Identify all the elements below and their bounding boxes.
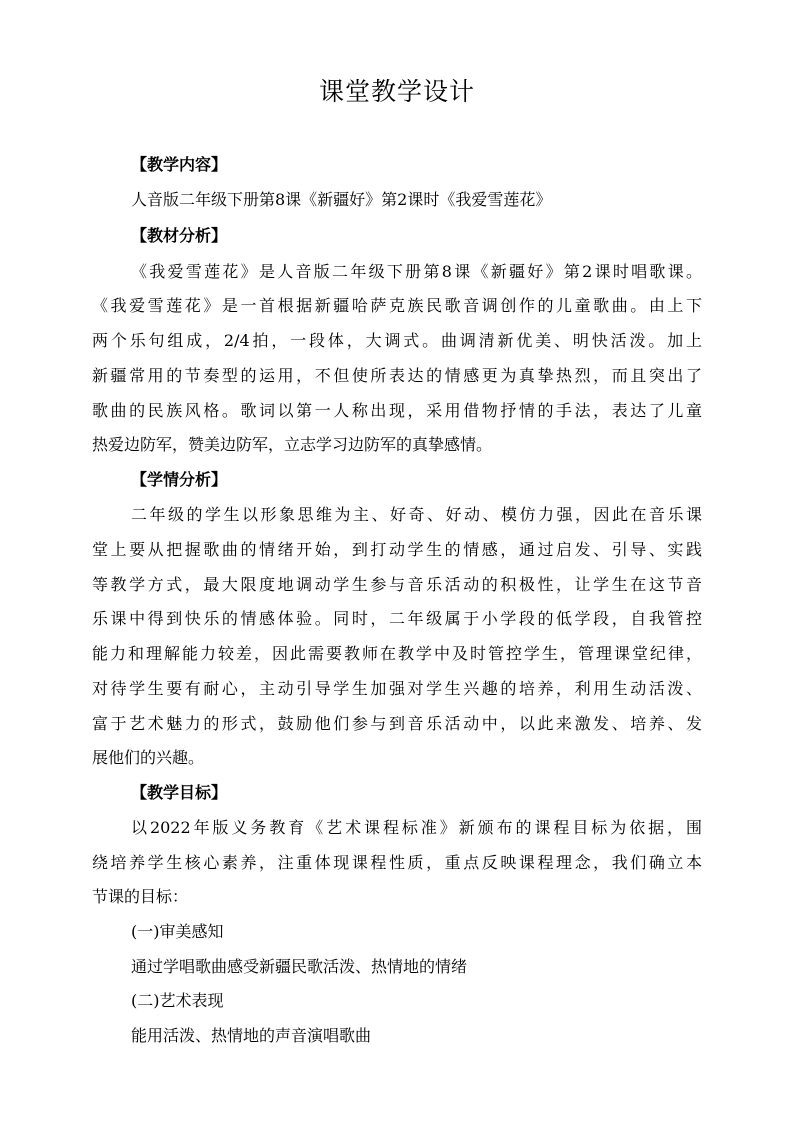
section-heading-textbook: 【教材分析】 bbox=[131, 226, 228, 245]
students-line: 等教学方式，最大限度地调动学生参与音乐活动的积极性，让学生在这节音 bbox=[92, 575, 702, 594]
goal-item-label: (一)审美感知 bbox=[131, 922, 224, 941]
textbook-line: 新疆常用的节奏型的运用，不但使所表达的情感更为真挚热烈，而且突出了 bbox=[92, 366, 702, 385]
goals-line: 节课的目标： bbox=[92, 887, 189, 906]
students-line: 能力和理解能力较差，因此需要教师在教学中及时管控学生，管理课堂纪律， bbox=[92, 644, 702, 663]
students-line: 展他们的兴趣。 bbox=[92, 748, 205, 767]
students-line: 堂上要从把握歌曲的情绪开始，到打动学生的情感，通过启发、引导、实践 bbox=[92, 540, 702, 559]
goal-item-text: 通过学唱歌曲感受新疆民歌活泼、热情地的情绪 bbox=[131, 957, 468, 976]
page-title: 课堂教学设计 bbox=[318, 77, 475, 106]
goal-item-label: (二)艺术表现 bbox=[131, 991, 224, 1010]
goals-line: 绕培养学生核心素养，注重体现课程性质，重点反映课程理念，我们确立本 bbox=[92, 853, 702, 872]
textbook-line: 热爱边防军，赞美边防军，立志学习边防军的真挚感情。 bbox=[92, 435, 493, 454]
section-heading-goals: 【教学目标】 bbox=[131, 783, 228, 802]
textbook-line: 两个乐句组成，2/4拍，一段体，大调式。曲调清新优美、明快活泼。加上 bbox=[92, 331, 702, 350]
students-line: 乐课中得到快乐的情感体验。同时，二年级属于小学段的低学段，自我管控 bbox=[92, 609, 702, 628]
textbook-line: 《我爱雪莲花》是人音版二年级下册第8课《新疆好》第2课时唱歌课。 bbox=[131, 262, 702, 281]
goals-line: 以2022年版义务教育《艺术课程标准》新颁布的课程目标为依据，围 bbox=[131, 818, 702, 837]
students-line: 对待学生要有耐心，主动引导学生加强对学生兴趣的培养，利用生动活泼、 bbox=[92, 679, 702, 698]
section-heading-content: 【教学内容】 bbox=[131, 155, 228, 174]
textbook-line: 歌曲的民族风格。歌词以第一人称出现，采用借物抒情的手法，表达了儿童 bbox=[92, 401, 702, 420]
textbook-line: 《我爱雪莲花》是一首根据新疆哈萨克族民歌音调创作的儿童歌曲。由上下 bbox=[92, 296, 702, 315]
goal-item-text: 能用活泼、热情地的声音演唱歌曲 bbox=[131, 1026, 372, 1045]
students-line: 富于艺术魅力的形式，鼓励他们参与到音乐活动中，以此来激发、培养、发 bbox=[92, 714, 702, 733]
section-heading-students: 【学情分析】 bbox=[131, 470, 228, 489]
content-line: 人音版二年级下册第8课《新疆好》第2课时《我爱雪莲花》 bbox=[131, 190, 552, 209]
students-line: 二年级的学生以形象思维为主、好奇、好动、模仿力强，因此在音乐课 bbox=[131, 505, 702, 524]
